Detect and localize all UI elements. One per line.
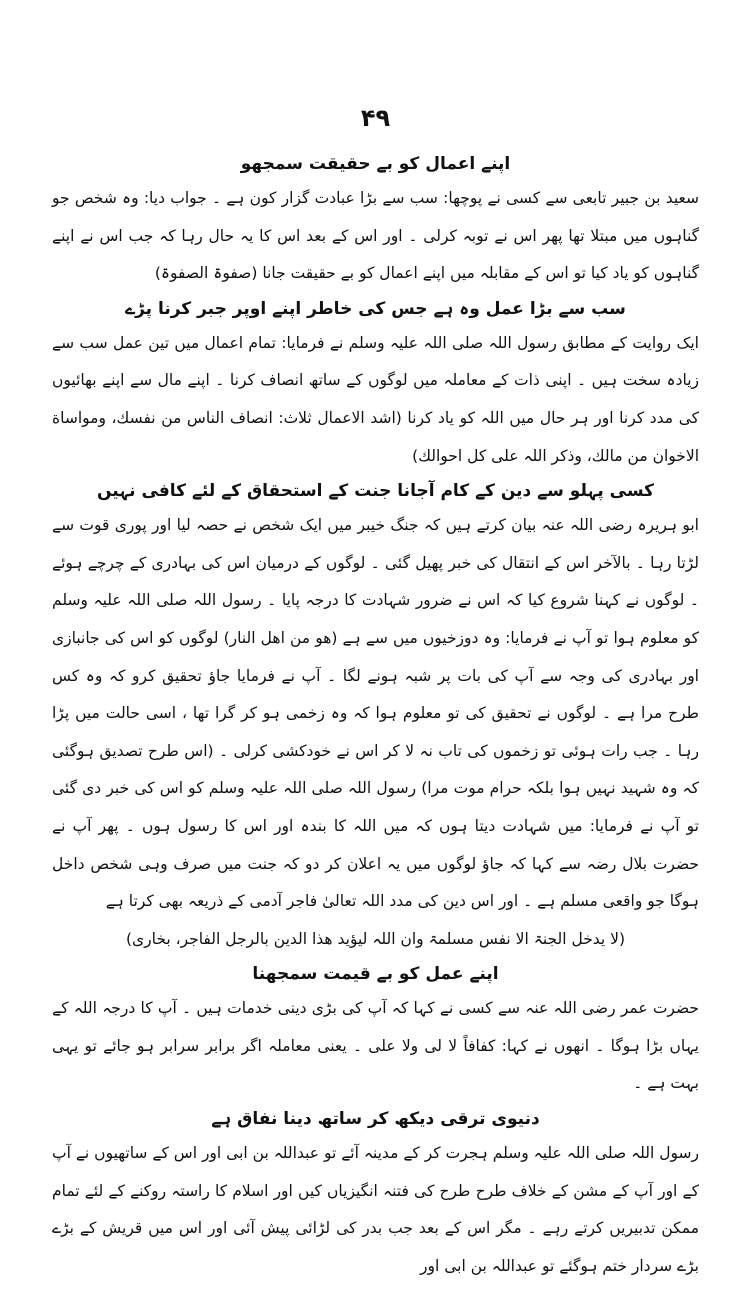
section-paragraph: رسول اللہ صلی اللہ علیہ وسلم ہجرت کر کے مدینہ آئے تو عبداللہ بن ابی اور اس کے ساتھیوں نے آپ کے اور آپ کے مشن کے خلاف طرح طرح کی فتنہ انگیزیاں کیں اور اسلام کا راستہ روکنے کے لئے تمام ممکن تدبیریں کرتے رہے ۔ مگر اس کے بعد جب بدر کی لڑائی پیش آئی اور اس میں قریش کے بڑے بڑے سردار ختم ہوگئے تو عبداللہ بن ابی اور xyxy=(52,1144,699,1275)
section-5 xyxy=(52,1103,699,1285)
page-number: ۴۹ xyxy=(360,104,391,132)
section-paragraph: سعید بن جبیر تابعی سے کسی نے پوچھا: سب سے بڑا عبادت گزار کون ہے ۔ جواب دیا: وہ شخص جو گناہوں میں مبتلا تھا پھر اس نے توبہ کرلی ۔ اور اس کے بعد اس کا یہ حال رہا کہ جب اس نے اپنے گناہوں کو یاد کیا تو اس کے مقابلہ میں اپنے اعمال کو بے حقیقت جانا (صفوۃ الصفوۃ) xyxy=(52,189,699,283)
section-1 xyxy=(52,148,699,293)
section-paragraph: حضرت عمر رضی اللہ عنہ سے کسی نے کہا کہ آپ کی بڑی دینی خدمات ہیں ۔ آپ کا درجہ اللہ کے یہاں بڑا ہوگا ۔ انھوں نے کہا: کفافاً لا لی ولا علی ۔ یعنی معاملہ اگر برابر سرابر ہو جائے تو یہی بہت ہے ۔ xyxy=(52,999,699,1093)
section-3 xyxy=(52,475,699,958)
section-heading: دنیوی ترقی دیکھ کر ساتھ دینا نفاق ہے xyxy=(211,1109,540,1130)
page-content xyxy=(52,148,699,1285)
section-heading: کسی پہلو سے دین کے کام آجانا جنت کے استحقاق کے لئے کافی نہیں xyxy=(96,481,655,502)
section-heading: اپنے عمل کو بے قیمت سمجھنا xyxy=(252,964,499,985)
section-heading: سب سے بڑا عمل وہ ہے جس کی خاطر اپنے اوپر جبر کرنا پڑے xyxy=(125,298,626,319)
hadith-reference: (لا یدخل الجنۃ الا نفس مسلمۃ وان اللہ لیؤید ھذا الدین بالرجل الفاجر، بخاری) xyxy=(125,929,626,948)
section-paragraph: ایک روایت کے مطابق رسول اللہ صلی اللہ علیہ وسلم نے فرمایا: تمام اعمال میں تین عمل سب سے زیادہ سخت ہیں ۔ اپنی ذات کے معاملہ میں لوگوں کے ساتھ انصاف کرنا ۔ اپنے مال سے اپنے بھائیوں کی مدد کرنا اور ہر حال میں اللہ کو یاد کرنا (اشد الاعمال ثلاث: انصاف الناس من نفسك، ومواساة الاخوان من مالك، وذکر اللہ علی کل احوالك) xyxy=(52,333,699,465)
section-paragraph: ابو ہریرہ رضی اللہ عنہ بیان کرتے ہیں کہ جنگ خیبر میں ایک شخص نے حصہ لیا اور پوری قوت سے لڑتا رہا ۔ بالآخر اس کے انتقال کی خبر پھیل گئی ۔ لوگوں کے درمیان اس کی بہادری کے چرچے ہوئے ۔ لوگوں نے کہنا شروع کیا کہ اس نے ضرور شہادت کا درجہ پایا ۔ رسول اللہ صلی اللہ علیہ وسلم کو معلوم ہوا تو آپ نے فرمایا: وہ دوزخیوں میں سے ہے (ھو من اھل النار) لوگوں کو اس کی جانبازی اور بہادری کی وجہ سے آپ کی بات پر شبہ ہونے لگا ۔ آپ نے فرمایا جاؤ تحقیق کرو کہ وہ کس طرح مرا ہے ۔ لوگوں نے تحقیق کی تو معلوم ہوا کہ وہ زخمی ہو کر گرا تھا ، اسی حالت میں پڑا رہا ۔ جب رات ہوئی تو زخموں کی تاب نہ لا کر اس نے خودکشی کرلی ۔ (اس طرح تصدیق ہوگئی کہ وہ شہید نہیں ہوا بلکہ حرام موت مرا) رسول اللہ صلی اللہ علیہ وسلم کو اس کی خبر دی گئی تو آپ نے فرمایا: میں شہادت دیتا ہوں کہ میں اللہ کا بندہ اور اس کا رسول ہوں ۔ پھر آپ نے حضرت بلال رضہ سے کہا کہ جاؤ لوگوں میں یہ اعلان کر دو کہ جنت میں صرف وہی شخص داخل ہوگا جو واقعی مسلم ہے ۔ اور اس دین کی مدد اللہ تعالیٰ فاجر آدمی کے ذریعہ بھی کرتا ہے xyxy=(52,516,699,911)
section-heading: اپنے اعمال کو بے حقیقت سمجھو xyxy=(240,154,511,174)
section-4 xyxy=(52,958,699,1103)
section-2 xyxy=(52,293,699,475)
